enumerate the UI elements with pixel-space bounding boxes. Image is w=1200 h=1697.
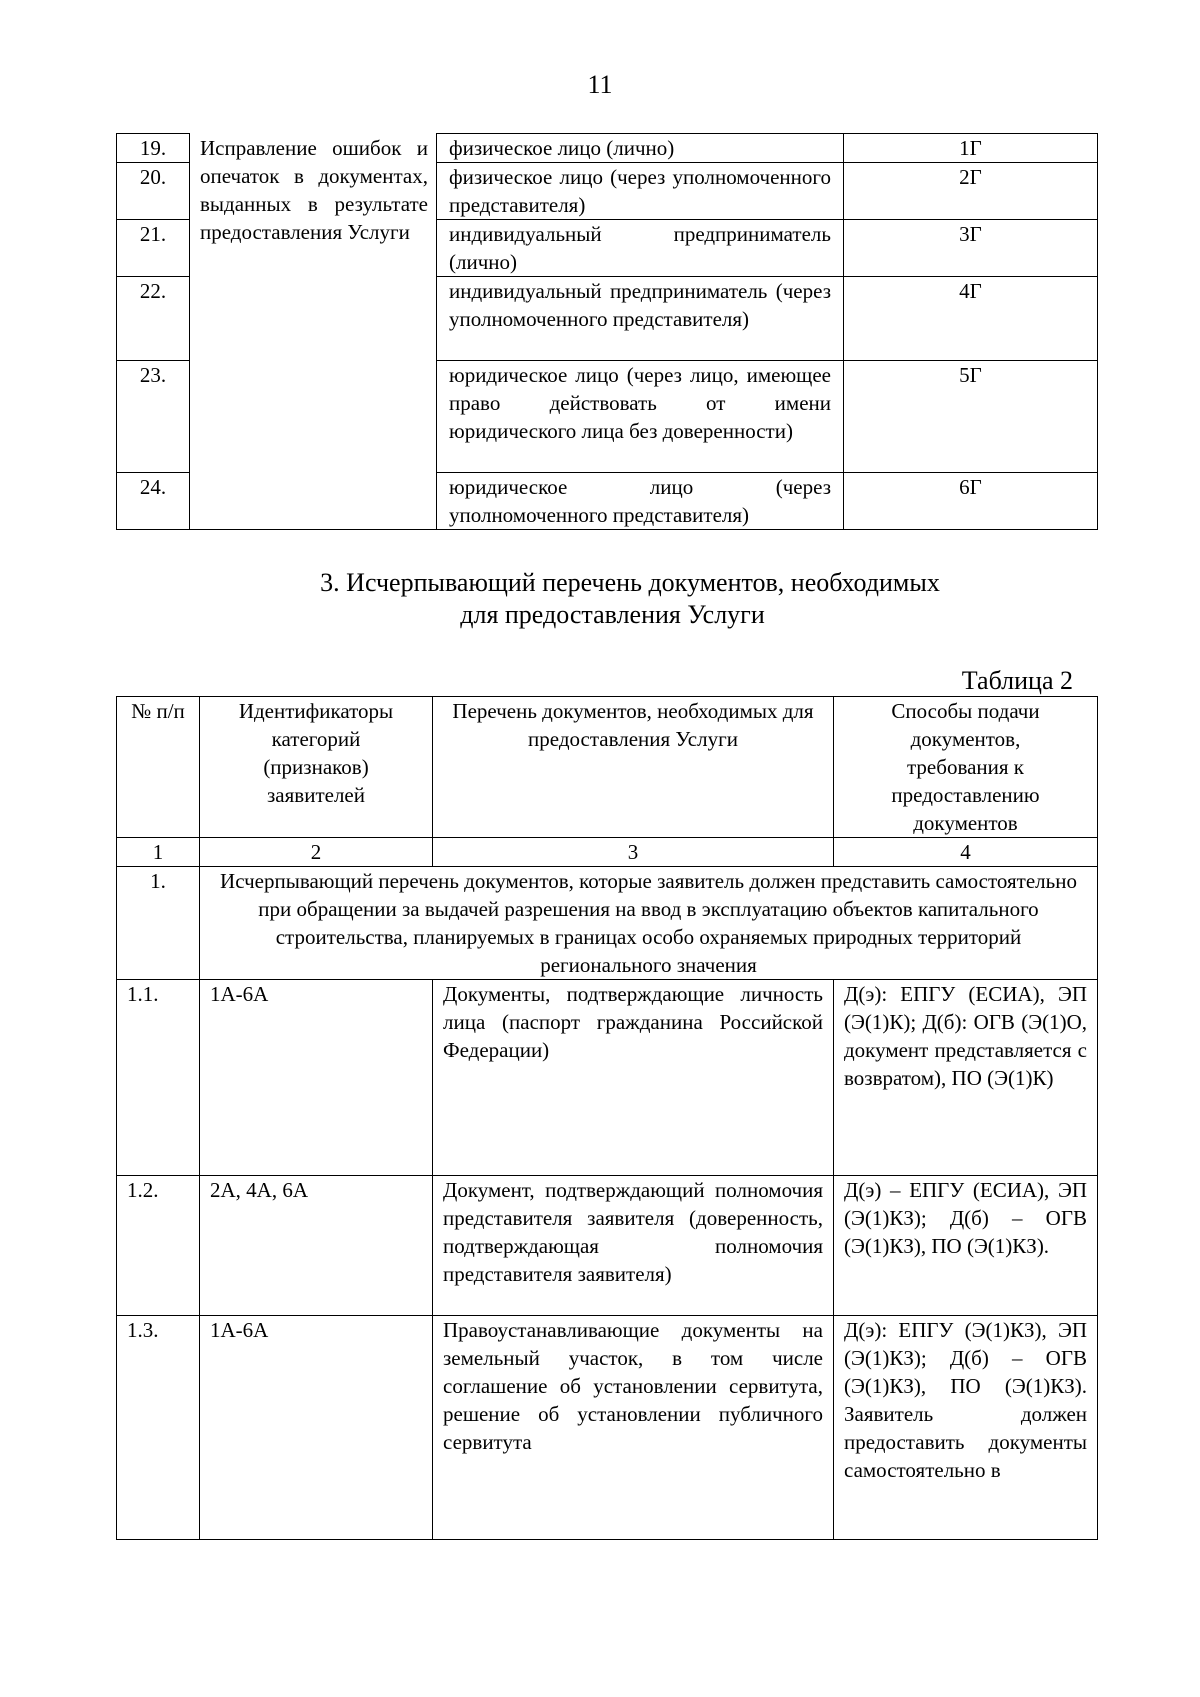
row-number: 1.2. xyxy=(117,1176,200,1316)
column-index: 2 xyxy=(200,838,433,867)
column-index: 3 xyxy=(433,838,834,867)
applicant-category: юридическое лицо (через уполномоченного представителя) xyxy=(437,473,844,530)
category-code: 4Г xyxy=(844,277,1098,361)
column-index-row xyxy=(117,838,1098,867)
required-documents: Документы, подтверждающие личность лица (паспорт гражданина Российской Федерации) xyxy=(433,980,834,1176)
row-number: 1.1. xyxy=(117,980,200,1176)
table-row xyxy=(117,1176,1098,1316)
service-name: Исправление ошибок и опечаток в документах, выданных в результате предоставления Услуги xyxy=(190,134,437,530)
category-code: 3Г xyxy=(844,220,1098,277)
documents-table xyxy=(116,696,1098,1540)
table-caption: Таблица 2 xyxy=(961,666,1073,695)
column-header: Перечень документов, необходимых для предоставления Услуги xyxy=(433,697,834,838)
row-number: 24. xyxy=(117,473,190,530)
applicant-category: физическое лицо (через уполномоченного представителя) xyxy=(437,163,844,220)
applicant-category: физическое лицо (лично) xyxy=(437,134,844,163)
row-number: 19. xyxy=(117,134,190,163)
table-row xyxy=(117,134,1098,163)
section-description: Исчерпывающий перечень документов, которые заявитель должен представить самостоятельно при обращении за выдачей разрешения на ввод в эксплуатацию объектов капитального строительства, планируемых в границах особо охраняемых природных территорий регионального значения xyxy=(200,867,1098,980)
row-number: 22. xyxy=(117,277,190,361)
row-number: 21. xyxy=(117,220,190,277)
applicant-ids: 1А-6А xyxy=(200,980,433,1176)
category-code: 5Г xyxy=(844,361,1098,473)
row-number: 23. xyxy=(117,361,190,473)
applicant-category: индивидуальный предприниматель (лично) xyxy=(437,220,844,277)
applicant-ids: 2А, 4А, 6А xyxy=(200,1176,433,1316)
section-row xyxy=(117,867,1098,980)
column-header: Способы подачи документов, требования к предоставлению документов xyxy=(834,697,1098,838)
table-row xyxy=(117,1316,1098,1540)
submission-methods: Д(э) – ЕПГУ (ЕСИА), ЭП (Э(1)КЗ); Д(б) – ОГВ (Э(1)КЗ), ПО (Э(1)КЗ). xyxy=(834,1176,1098,1316)
row-number: 1.3. xyxy=(117,1316,200,1540)
table-header-row xyxy=(117,697,1098,838)
column-index: 4 xyxy=(834,838,1098,867)
applicant-categories-table xyxy=(116,133,1098,530)
applicant-category: индивидуальный предприниматель (через уполномоченного представителя) xyxy=(437,277,844,361)
table-row xyxy=(117,980,1098,1176)
applicant-ids: 1А-6А xyxy=(200,1316,433,1540)
row-number: 20. xyxy=(117,163,190,220)
category-code: 6Г xyxy=(844,473,1098,530)
section-number: 1. xyxy=(117,867,200,980)
column-index: 1 xyxy=(117,838,200,867)
category-code: 2Г xyxy=(844,163,1098,220)
applicant-category: юридическое лицо (через лицо, имеющее право действовать от имени юридического лица без доверенности) xyxy=(437,361,844,473)
section-heading xyxy=(0,567,1200,631)
required-documents: Документ, подтверждающий полномочия представителя заявителя (доверенность, подтверждающая полномочия представителя заявителя) xyxy=(433,1176,834,1316)
section-title-line-1: 3. Исчерпывающий перечень документов, необходимых xyxy=(320,568,940,597)
column-header: № п/п xyxy=(117,697,200,838)
section-title-line-2: для предоставления Услуги xyxy=(460,600,765,629)
required-documents: Правоустанавливающие документы на земельный участок, в том числе соглашение об установлении сервитута, решение об установлении публичного сервитута xyxy=(433,1316,834,1540)
submission-methods: Д(э): ЕПГУ (ЕСИА), ЭП (Э(1)К); Д(б): ОГВ (Э(1)О, документ представляется с возвратом), ПО (Э(1)К) xyxy=(834,980,1098,1176)
column-header: Идентификаторы категорий (признаков) заявителей xyxy=(200,697,433,838)
category-code: 1Г xyxy=(844,134,1098,163)
submission-methods: Д(э): ЕПГУ (Э(1)КЗ), ЭП (Э(1)КЗ); Д(б) – ОГВ (Э(1)КЗ), ПО (Э(1)КЗ). Заявитель должен предоставить документы самостоятельно в xyxy=(834,1316,1098,1540)
page-number: 11 xyxy=(587,70,613,99)
